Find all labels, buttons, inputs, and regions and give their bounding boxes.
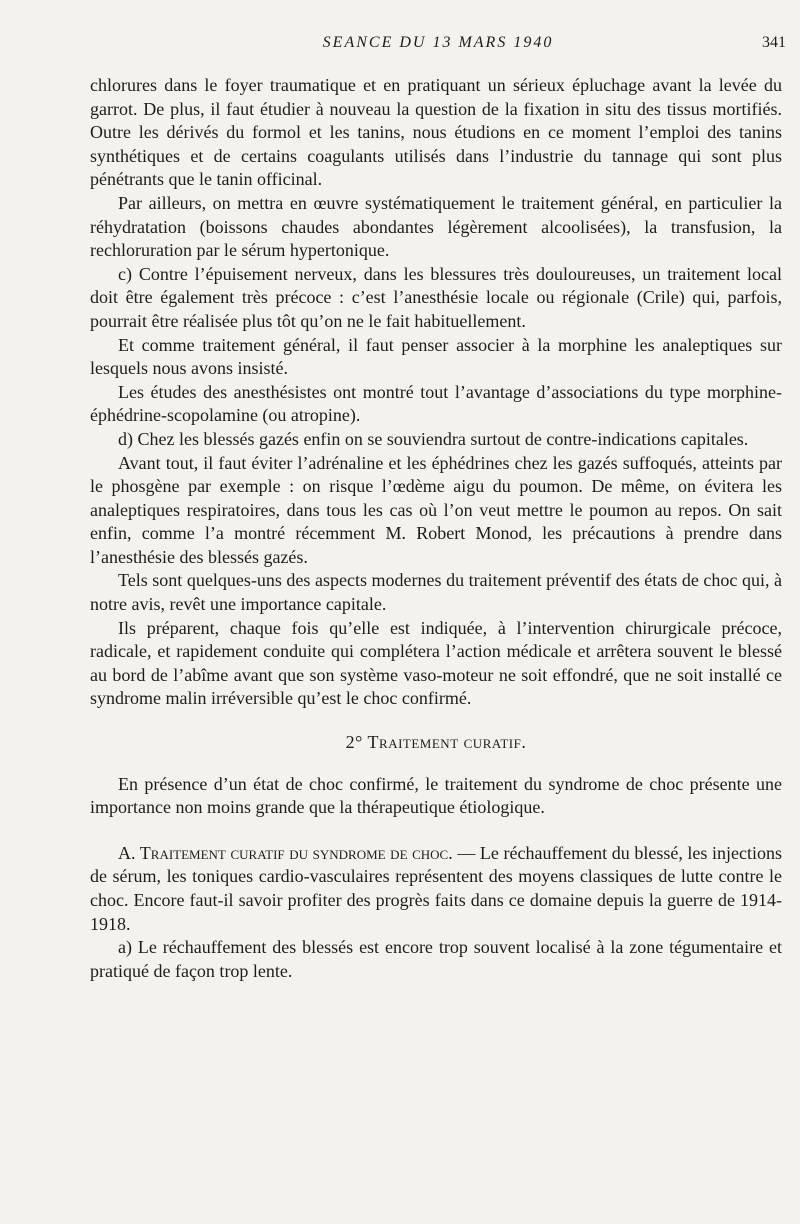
paragraph-1: chlorures dans le foyer traumatique et en pratiquant un sérieux épluchage avant la levée du garrot. De plus, il faut étudier à nouveau la question de la fixation in situ des tissus mortifiés. Outre les dérivés du formol et les tanins, nous étudions en ce moment l’emploi des tanins synthétiques et de certains coagulants utilisés dans l’industrie du tannage qui sont plus pénétrants que le tanin officinal. — [90, 75, 782, 190]
paragraph-12: a) Le réchauffement des blessés est encore trop souvent localisé à la zone tégumentaire et pratiqué de façon trop lente. — [90, 937, 782, 981]
running-head: SEANCE DU 13 MARS 1940 — [322, 34, 554, 51]
section-heading: 2° Traitement curatif. — [345, 732, 527, 753]
paragraph-3: c) Contre l’épuisement nerveux, dans les blessures très douloureuses, un traitement local doit être également très précoce : c’est l’anesthésie locale ou régionale (Crile) qui, parfois, pourrait être réalisée plus tôt qu’on ne le fait habituellement. — [90, 263, 782, 331]
paragraph-7: Avant tout, il faut éviter l’adrénaline et les éphédrines chez les gazés suffoqués, atteints par le phosgène par exemple : on risque l’œdème aigu du poumon. De même, on évitera les analeptiques respiratoires, dans tous les cas où l’on veut mettre le poumon au repos. On sait enfin, comme l’a montré récemment M. Robert Monod, les précautions à prendre dans l’anesthésie des blessés gazés. — [90, 452, 782, 567]
subsection-heading: A. Traitement curatif du syndrome de choc. — [118, 842, 453, 863]
body-text — [90, 74, 782, 983]
paragraph-4: Et comme traitement général, il faut penser associer à la morphine les analeptiques sur lesquels nous avons insisté. — [90, 334, 782, 379]
paragraph-8: Tels sont quelques-uns des aspects modernes du traitement préventif des états de choc qui, à notre avis, revêt une importance capitale. — [90, 570, 782, 615]
page-header — [90, 34, 786, 56]
paragraph-11 — [90, 842, 782, 936]
paragraph-6: d) Chez les blessés gazés enfin on se souviendra surtout de contre-indications capitales. — [118, 428, 749, 449]
page-number: 341 — [762, 34, 786, 51]
paragraph-2: Par ailleurs, on mettra en œuvre systématiquement le traitement général, en particulier la réhydratation (boissons chaudes abondantes légèrement alcoolisées), la transfusion, la rechloruration par le sérum hypertonique. — [90, 192, 782, 261]
paragraph-5: Les études des anesthésistes ont montré tout l’avantage d’associations du type morphine-éphédrine-scopolamine (ou atropine). — [90, 381, 782, 426]
paragraph-11-text: — Le réchauffement du blessé, les injections de sérum, les toniques cardio-vasculaires représentent des moyens classiques de lutte contre le choc. Encore faut-il savoir profiter des progrès faits dans ce domaine depuis la guerre de 1914-1918. — [90, 842, 783, 934]
paragraph-9: Ils préparent, chaque fois qu’elle est indiquée, à l’intervention chirurgicale précoce, radicale, et rapidement conduite qui complétera l’action médicale et arrêtera souvent le blessé au bord de l’abîme avant que son système vaso-moteur ne soit effondré, que ne soit installé ce syndrome malin irréversible qu’est le choc confirmé. — [90, 617, 782, 709]
paragraph-10: En présence d’un état de choc confirmé, le traitement du syndrome de choc présente une importance non moins grande que la thérapeutique étiologique. — [90, 773, 782, 818]
